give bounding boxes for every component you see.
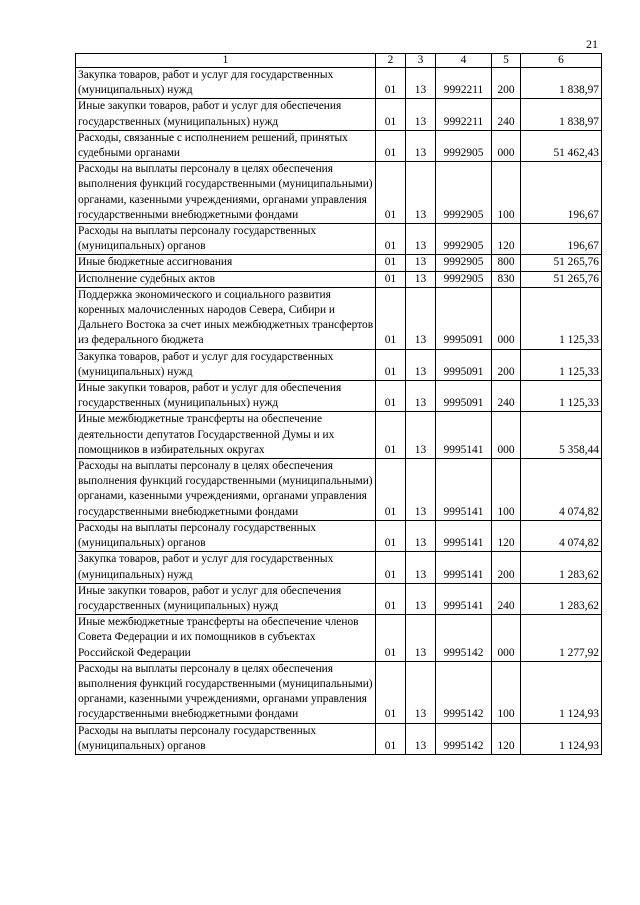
row-subsection-cell: 13 — [406, 271, 436, 287]
row-amount-cell: 51 462,43 — [521, 130, 602, 161]
table-row — [76, 459, 602, 521]
table-row — [76, 381, 602, 412]
row-name-cell: Иные бюджетные ассигнования — [76, 255, 376, 271]
row-section-cell: 01 — [376, 130, 406, 161]
row-amount-cell: 1 283,62 — [521, 552, 602, 583]
header-cell-expense-type: 5 — [492, 54, 521, 68]
row-section-cell: 01 — [376, 520, 406, 551]
row-expense-type-cell: 000 — [492, 412, 521, 459]
row-name-cell: Поддержка экономического и социального развития коренных малочисленных народов Севера, Сибири и Дальнего Востока за счет иных межбюджетных трансфертов из федерального бюджета — [76, 287, 376, 349]
row-name-cell: Расходы на выплаты персоналу государственных (муниципальных) органов — [76, 224, 376, 255]
header-cell-subsection: 3 — [406, 54, 436, 68]
row-subsection-cell: 13 — [406, 412, 436, 459]
row-amount-cell: 4 074,82 — [521, 520, 602, 551]
row-target-article-cell: 9992905 — [436, 130, 492, 161]
row-section-cell: 01 — [376, 287, 406, 349]
table-row — [76, 287, 602, 349]
row-subsection-cell: 13 — [406, 99, 436, 130]
table-body — [76, 68, 602, 755]
row-subsection-cell: 13 — [406, 723, 436, 754]
table-row — [76, 271, 602, 287]
row-expense-type-cell: 120 — [492, 520, 521, 551]
row-expense-type-cell: 240 — [492, 381, 521, 412]
row-section-cell: 01 — [376, 349, 406, 380]
row-expense-type-cell: 100 — [492, 162, 521, 224]
row-section-cell: 01 — [376, 615, 406, 662]
table-row — [76, 661, 602, 723]
header-cell-amount: 6 — [521, 54, 602, 68]
row-target-article-cell: 9995091 — [436, 287, 492, 349]
row-target-article-cell: 9995141 — [436, 459, 492, 521]
row-expense-type-cell: 200 — [492, 552, 521, 583]
table-row — [76, 723, 602, 754]
row-section-cell: 01 — [376, 459, 406, 521]
row-amount-cell: 196,67 — [521, 224, 602, 255]
row-name-cell: Исполнение судебных актов — [76, 271, 376, 287]
row-expense-type-cell: 000 — [492, 287, 521, 349]
header-cell-name: 1 — [76, 54, 376, 68]
row-target-article-cell: 9992905 — [436, 162, 492, 224]
row-target-article-cell: 9995142 — [436, 615, 492, 662]
row-target-article-cell: 9995091 — [436, 381, 492, 412]
header-cell-section: 2 — [376, 54, 406, 68]
header-cell-target-article: 4 — [436, 54, 492, 68]
row-amount-cell: 1 125,33 — [521, 381, 602, 412]
row-subsection-cell: 13 — [406, 615, 436, 662]
row-subsection-cell: 13 — [406, 255, 436, 271]
row-section-cell: 01 — [376, 552, 406, 583]
row-amount-cell: 1 125,33 — [521, 287, 602, 349]
budget-table — [75, 53, 602, 755]
row-amount-cell: 51 265,76 — [521, 255, 602, 271]
row-amount-cell: 1 838,97 — [521, 68, 602, 99]
row-expense-type-cell: 200 — [492, 349, 521, 380]
row-expense-type-cell: 200 — [492, 68, 521, 99]
row-section-cell: 01 — [376, 99, 406, 130]
row-section-cell: 01 — [376, 68, 406, 99]
row-expense-type-cell: 800 — [492, 255, 521, 271]
row-amount-cell: 1 838,97 — [521, 99, 602, 130]
row-section-cell: 01 — [376, 583, 406, 614]
row-subsection-cell: 13 — [406, 459, 436, 521]
row-subsection-cell: 13 — [406, 68, 436, 99]
row-name-cell: Расходы на выплаты персоналу в целях обеспечения выполнения функций государственными (муниципальными) органами, казенными учреждениями, органами управления государственными внебюджетными фондами — [76, 162, 376, 224]
row-expense-type-cell: 240 — [492, 583, 521, 614]
row-subsection-cell: 13 — [406, 661, 436, 723]
row-section-cell: 01 — [376, 162, 406, 224]
row-section-cell: 01 — [376, 661, 406, 723]
row-expense-type-cell: 100 — [492, 459, 521, 521]
row-amount-cell: 1 283,62 — [521, 583, 602, 614]
row-target-article-cell: 9992905 — [436, 271, 492, 287]
row-name-cell: Иные закупки товаров, работ и услуг для обеспечения государственных (муниципальных) нужд — [76, 381, 376, 412]
page-number: 21 — [586, 37, 598, 51]
row-expense-type-cell: 000 — [492, 130, 521, 161]
table-row — [76, 255, 602, 271]
table-row — [76, 68, 602, 99]
row-target-article-cell: 9995141 — [436, 520, 492, 551]
row-amount-cell: 1 124,93 — [521, 661, 602, 723]
row-name-cell: Расходы на выплаты персоналу в целях обеспечения выполнения функций государственными (муниципальными) органами, казенными учреждениями, органами управления государственными внебюджетными фондами — [76, 459, 376, 521]
table-row — [76, 520, 602, 551]
row-subsection-cell: 13 — [406, 224, 436, 255]
row-subsection-cell: 13 — [406, 583, 436, 614]
row-target-article-cell: 9995142 — [436, 661, 492, 723]
row-subsection-cell: 13 — [406, 130, 436, 161]
row-name-cell: Закупка товаров, работ и услуг для государственных (муниципальных) нужд — [76, 349, 376, 380]
row-name-cell: Иные межбюджетные трансферты на обеспечение членов Совета Федерации и их помощников в субъектах Российской Федерации — [76, 615, 376, 662]
row-subsection-cell: 13 — [406, 287, 436, 349]
row-expense-type-cell: 100 — [492, 661, 521, 723]
row-amount-cell: 196,67 — [521, 162, 602, 224]
row-section-cell: 01 — [376, 224, 406, 255]
table-row — [76, 99, 602, 130]
table-row — [76, 412, 602, 459]
row-target-article-cell: 9995141 — [436, 412, 492, 459]
row-expense-type-cell: 240 — [492, 99, 521, 130]
row-name-cell: Расходы, связанные с исполнением решений, принятых судебными органами — [76, 130, 376, 161]
row-target-article-cell: 9992211 — [436, 99, 492, 130]
row-name-cell: Иные закупки товаров, работ и услуг для обеспечения государственных (муниципальных) нужд — [76, 99, 376, 130]
row-target-article-cell: 9995091 — [436, 349, 492, 380]
row-target-article-cell: 9992211 — [436, 68, 492, 99]
row-amount-cell: 51 265,76 — [521, 271, 602, 287]
row-name-cell: Расходы на выплаты персоналу государственных (муниципальных) органов — [76, 520, 376, 551]
table-row — [76, 552, 602, 583]
row-amount-cell: 5 358,44 — [521, 412, 602, 459]
row-amount-cell: 4 074,82 — [521, 459, 602, 521]
row-section-cell: 01 — [376, 255, 406, 271]
row-name-cell: Иные закупки товаров, работ и услуг для обеспечения государственных (муниципальных) нужд — [76, 583, 376, 614]
row-name-cell: Закупка товаров, работ и услуг для государственных (муниципальных) нужд — [76, 68, 376, 99]
row-target-article-cell: 9995142 — [436, 723, 492, 754]
row-subsection-cell: 13 — [406, 349, 436, 380]
row-name-cell: Расходы на выплаты персоналу государственных (муниципальных) органов — [76, 723, 376, 754]
row-subsection-cell: 13 — [406, 552, 436, 583]
row-expense-type-cell: 120 — [492, 723, 521, 754]
row-subsection-cell: 13 — [406, 381, 436, 412]
row-section-cell: 01 — [376, 723, 406, 754]
row-amount-cell: 1 124,93 — [521, 723, 602, 754]
row-amount-cell: 1 125,33 — [521, 349, 602, 380]
header-row — [76, 54, 602, 68]
row-subsection-cell: 13 — [406, 162, 436, 224]
table-row — [76, 130, 602, 161]
row-name-cell: Расходы на выплаты персоналу в целях обеспечения выполнения функций государственными (муниципальными) органами, казенными учреждениями, органами управления государственными внебюджетными фондами — [76, 661, 376, 723]
row-expense-type-cell: 120 — [492, 224, 521, 255]
row-section-cell: 01 — [376, 271, 406, 287]
row-expense-type-cell: 000 — [492, 615, 521, 662]
row-target-article-cell: 9992905 — [436, 224, 492, 255]
row-name-cell: Закупка товаров, работ и услуг для государственных (муниципальных) нужд — [76, 552, 376, 583]
table-header — [76, 54, 602, 68]
table-row — [76, 615, 602, 662]
table-row — [76, 583, 602, 614]
table-row — [76, 224, 602, 255]
table-row — [76, 349, 602, 380]
row-section-cell: 01 — [376, 412, 406, 459]
row-target-article-cell: 9992905 — [436, 255, 492, 271]
row-target-article-cell: 9995141 — [436, 583, 492, 614]
table-row — [76, 162, 602, 224]
row-name-cell: Иные межбюджетные трансферты на обеспечение деятельности депутатов Государственной Думы и их помощников в избирательных округах — [76, 412, 376, 459]
row-section-cell: 01 — [376, 381, 406, 412]
row-subsection-cell: 13 — [406, 520, 436, 551]
row-expense-type-cell: 830 — [492, 271, 521, 287]
row-amount-cell: 1 277,92 — [521, 615, 602, 662]
row-target-article-cell: 9995141 — [436, 552, 492, 583]
